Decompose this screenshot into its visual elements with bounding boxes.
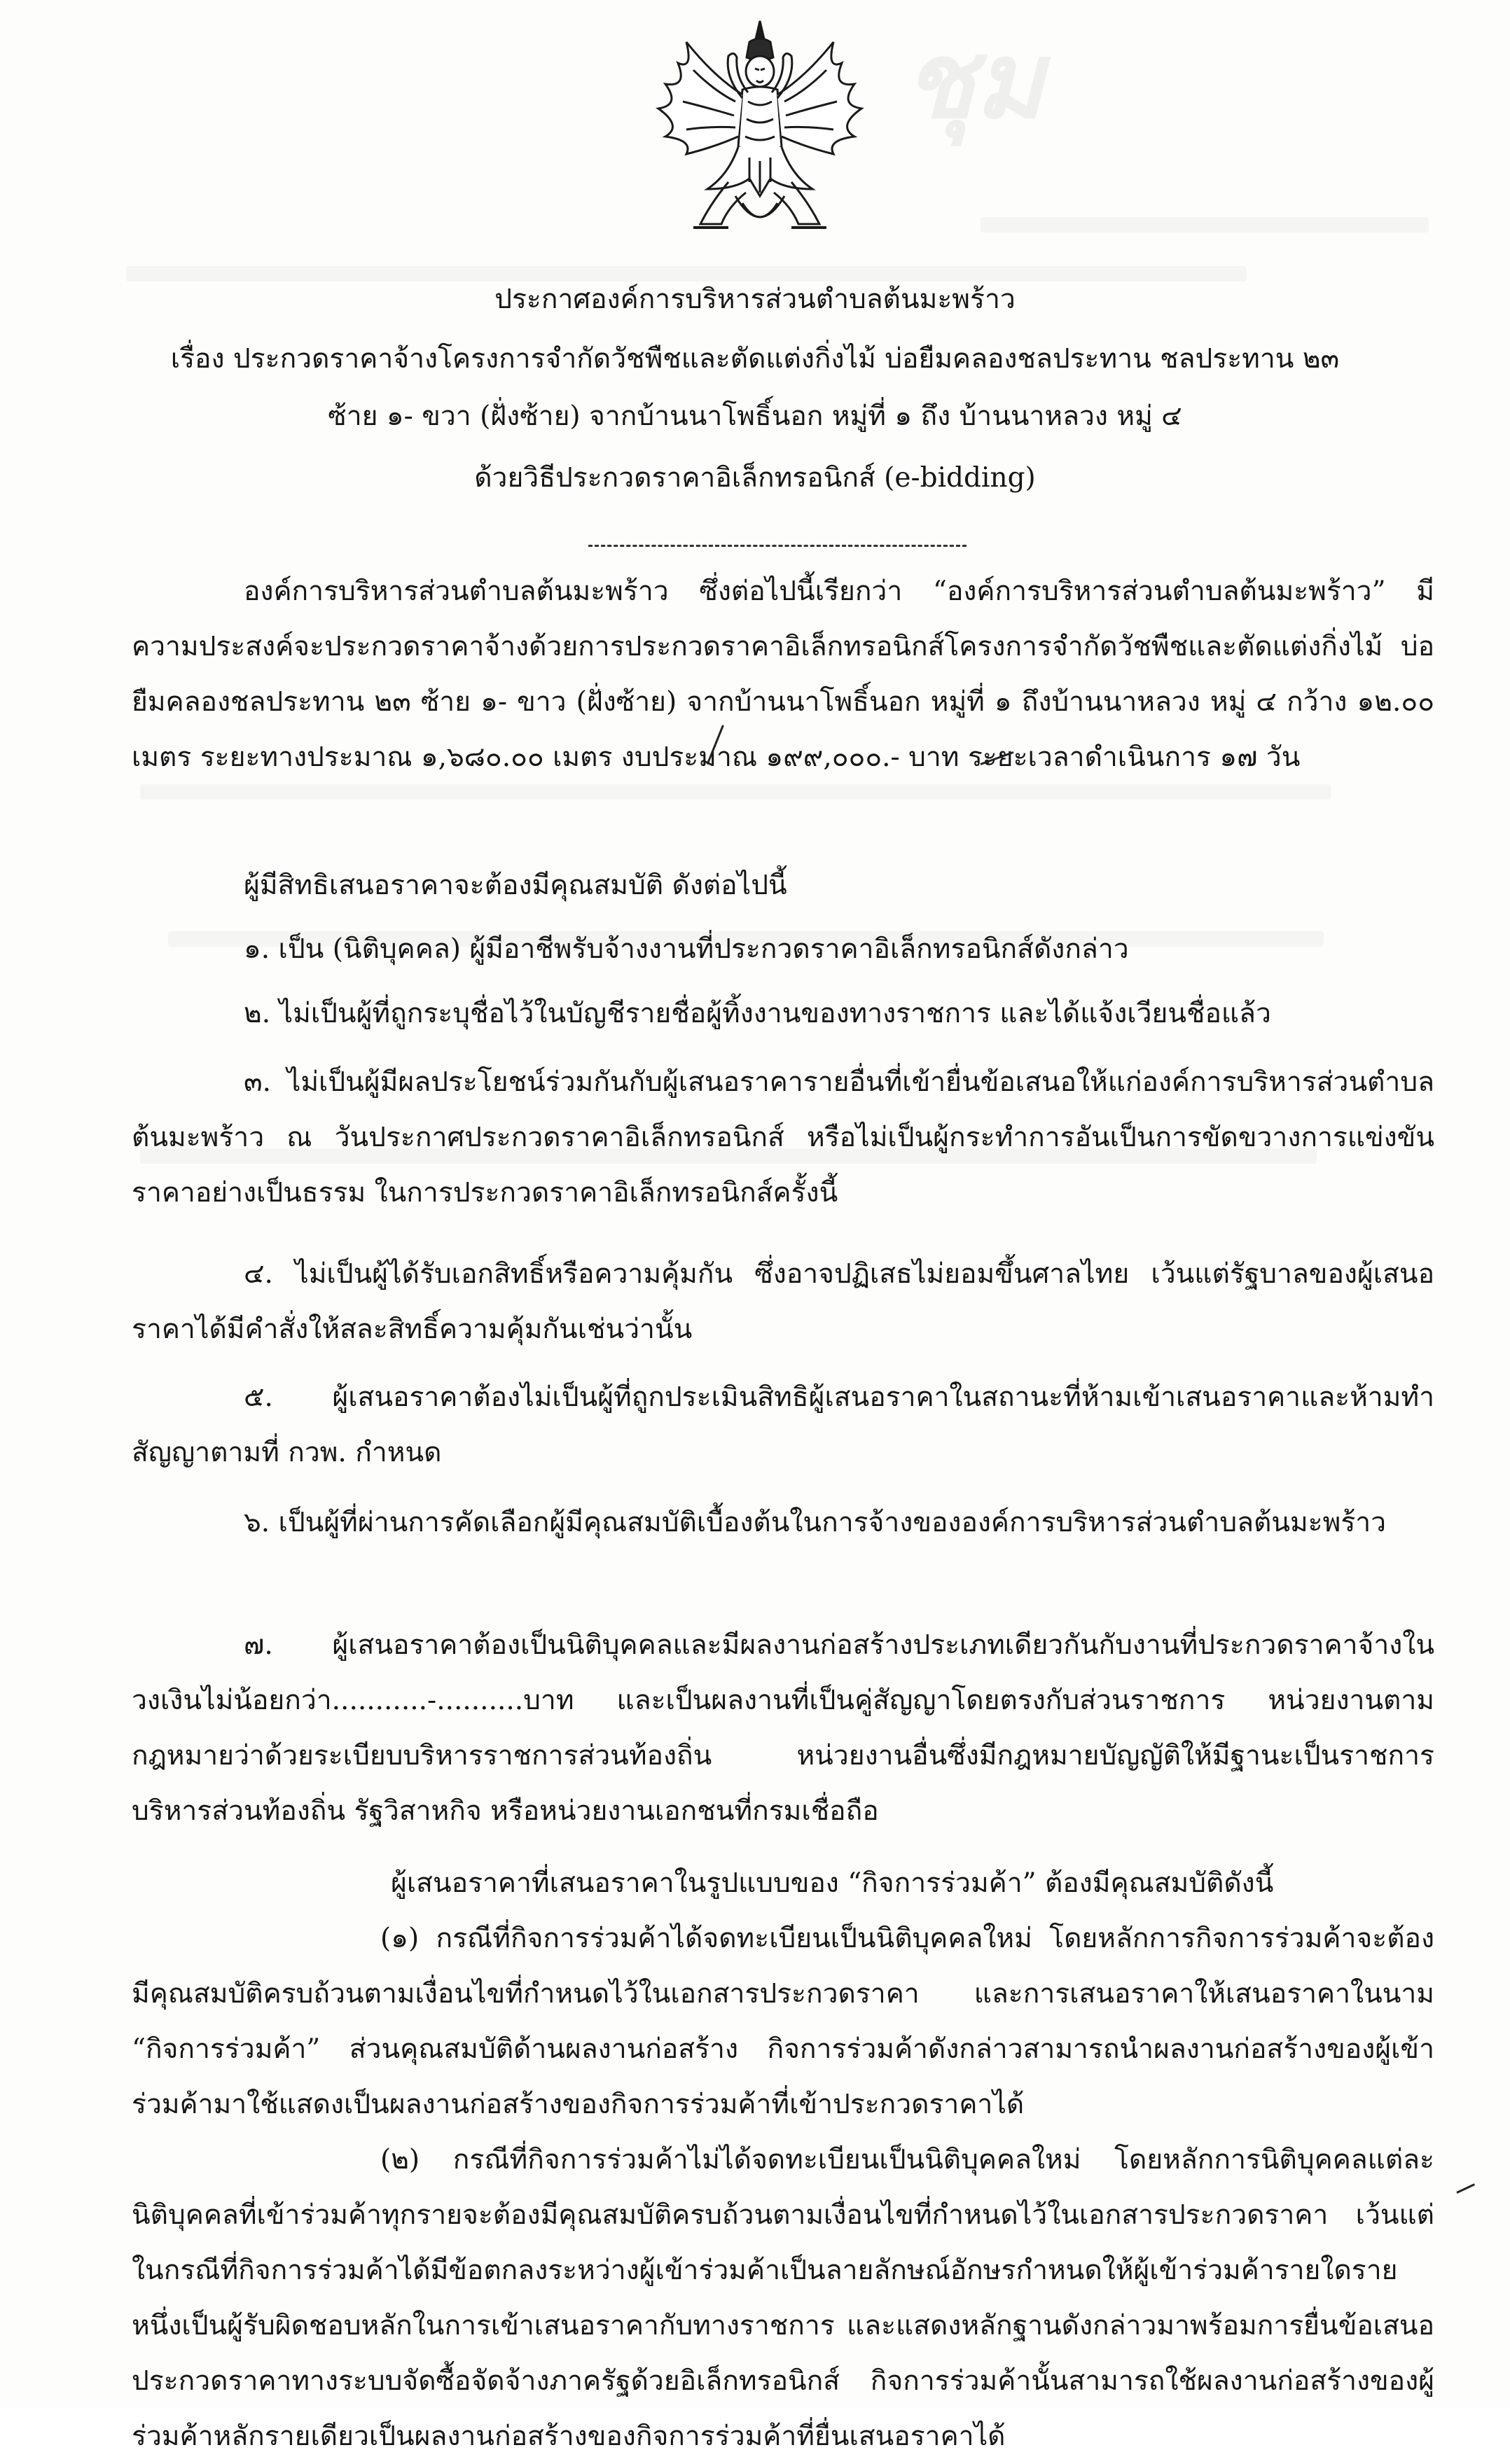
- announcement-subject-line-2: ซ้าย ๑- ขวา (ฝั่งซ้าย) จากบ้านนาโพธิ์นอก หมู่ที่ ๑ ถึง บ้านนาหลวง หมู่ ๔: [328, 401, 1182, 432]
- bleed-through-mark: [126, 266, 1247, 281]
- qualification-item-2: ๒. ไม่เป็นผู้ที่ถูกระบุชื่อไว้ในบัญชีรายชื่อผู้ทิ้งงานของทางราชการ และได้แจ้งเวียนชื่อแล้ว: [244, 998, 1271, 1029]
- announcement-subject-line-1: เรื่อง ประกวดราคาจ้างโครงการจำกัดวัชพืชและตัดแต่งกิ่งไม้ บ่อยืมคลองชลประทาน ชลประทาน ๒๓: [170, 343, 1340, 375]
- qualification-item-5: ๕. ผู้เสนอราคาต้องไม่เป็นผู้ที่ถูกประเมินสิทธิผู้เสนอราคาในสถานะที่ห้ามเข้าเสนอราคาและห้ามทำสัญญาตามที่ กวพ. กำหนด: [132, 1381, 1434, 1468]
- qualification-heading: ผู้มีสิทธิเสนอราคาจะต้องมีคุณสมบัติ ดังต่อไปนี้: [244, 870, 787, 901]
- qualification-item-6: ๖. เป็นผู้ที่ผ่านการคัดเลือกผู้มีคุณสมบัติเบื้องต้นในการจ้างขององค์การบริหารส่วนตำบลต้นมะพร้าว: [244, 1507, 1387, 1538]
- joint-venture-item-2: (๒) กรณีที่กิจการร่วมค้าไม่ได้จดทะเบียนเป็นนิติบุคคลใหม่ โดยหลักการนิติบุคคลแต่ละนิติบุคคลที่เข้าร่วมค้าทุกรายจะต้องมีคุณสมบัติครบถ้วนตามเงื่อนไขที่กำหนดไว้ในเอกสารประกวดราคา เว้นแต่ในกรณีที่กิจการร่วมค้าได้มีข้อตกลงระหว่างผู้เข้าร่วมค้าเป็นลายลักษณ์อักษรกำหนดให้ผู้เข้าร่วมค้ารายใดรายหนึ่งเป็นผู้รับผิดชอบหลักในการเข้าเสนอราคากับทางราชการ และแสดงหลักฐานดังกล่าวมาพร้อมการยื่นข้อเสนอประกวดราคาทางระบบจัดซื้อจัดจ้างภาครัฐด้วยอิเล็กทรอนิกส์ กิจการร่วมค้านั้นสามารถใช้ผลงานก่อสร้างของผู้ร่วมค้าหลักรายเดียวเป็นผลงานก่อสร้างของกิจการร่วมค้าที่ยื่นเสนอราคาได้: [132, 2144, 1434, 2452]
- joint-venture-heading: ผู้เสนอราคาที่เสนอราคาในรูปแบบของ “กิจการร่วมค้า” ต้องมีคุณสมบัติดังนี้: [391, 1867, 1274, 1899]
- qualification-item-4: ๔. ไม่เป็นผู้ได้รับเอกสิทธิ์หรือความคุ้มกัน ซึ่งอาจปฏิเสธไม่ยอมขึ้นศาลไทย เว้นแต่รัฐบาลของผู้เสนอราคาได้มีคำสั่งให้สละสิทธิ์ความคุ้มกันเช่นว่านั้น: [132, 1258, 1434, 1345]
- header-divider: [588, 545, 967, 547]
- announcement-method: ด้วยวิธีประกวดราคาอิเล็กทรอนิกส์ (e-bidding): [474, 462, 1036, 494]
- bleed-through-mark: [981, 217, 1429, 232]
- bleed-through-mark: [140, 784, 1331, 800]
- garuda-emblem-icon: [644, 14, 875, 245]
- qualification-item-1: ๑. เป็น (นิติบุคคล) ผู้มีอาชีพรับจ้างงานที่ประกวดราคาอิเล็กทรอนิกส์ดังกล่าว: [244, 933, 1129, 965]
- joint-venture-item-1: (๑) กรณีที่กิจการร่วมค้าได้จดทะเบียนเป็นนิติบุคคลใหม่ โดยหลักการกิจการร่วมค้าจะต้องมีคุณสมบัติครบถ้วนตามเงื่อนไขที่กำหนดไว้ในเอกสารประกวดราคา และการเสนอราคาให้เสนอราคาในนาม “กิจการร่วมค้า” ส่วนคุณสมบัติด้านผลงานก่อสร้าง กิจการร่วมค้าดังกล่าวสามารถนำผลงานก่อสร้างของผู้เข้าร่วมค้ามาใช้แสดงเป็นผลงานก่อสร้างของกิจการร่วมค้าที่เข้าประกวดราคาได้: [132, 1923, 1434, 2120]
- announcement-title: ประกาศองค์การบริหารส่วนตำบลต้นมะพร้าว: [494, 284, 1016, 315]
- qualification-item-7: ๗. ผู้เสนอราคาต้องเป็นนิติบุคคลและมีผลงานก่อสร้างประเภทเดียวกันกับงานที่ประกวดราคาจ้างในวงเงินไม่น้อยกว่า...........-..........บาท และเป็นผลงานที่เป็นคู่สัญญาโดยตรงกับส่วนราชการ หน่วยงานตามกฎหมายว่าด้วยระเบียบบริหารราชการส่วนท้องถิ่น หน่วยงานอื่นซึ่งมีกฎหมายบัญญัติให้มีฐานะเป็นราชการบริหารส่วนท้องถิ่น รัฐวิสาหกิจ หรือหน่วยงานเอกชนที่กรมเชื่อถือ: [132, 1629, 1434, 1827]
- intro-paragraph: องค์การบริหารส่วนตำบลต้นมะพร้าว ซึ่งต่อไปนี้เรียกว่า “องค์การบริหารส่วนตำบลต้นมะพร้าว” มีความประสงค์จะประกวดราคาจ้างด้วยการประกวดราคาอิเล็กทรอนิกส์โครงการจำกัดวัชพืชและตัดแต่งกิ่งไม้ บ่อยืมคลองชลประทาน ๒๓ ซ้าย ๑- ขาว (ฝั่งซ้าย) จากบ้านนาโพธิ์นอก หมู่ที่ ๑ ถึงบ้านนาหลวง หมู่ ๔ กว้าง ๑๒.๐๐ เมตร ระยะทางประมาณ ๑,๖๘๐.๐๐ เมตร งบประมาณ ๑๙๙,๐๐๐.- บาท ระยะเวลาดำเนินการ ๑๗ วัน: [132, 576, 1434, 773]
- faint-stamp-mark: ชุม: [903, 19, 1044, 142]
- qualification-item-3: ๓. ไม่เป็นผู้มีผลประโยชน์ร่วมกันกับผู้เสนอราคารายอื่นที่เข้ายื่นข้อเสนอให้แก่องค์การบริหารส่วนตำบลต้นมะพร้าว ณ วันประกาศประกวดราคาอิเล็กทรอนิกส์ หรือไม่เป็นผู้กระทำการอันเป็นการขัดขวางการแข่งขันราคาอย่างเป็นธรรม ในการประกวดราคาอิเล็กทรอนิกส์ครั้งนี้: [132, 1066, 1434, 1209]
- handwritten-pen-stroke: [1456, 2183, 1475, 2194]
